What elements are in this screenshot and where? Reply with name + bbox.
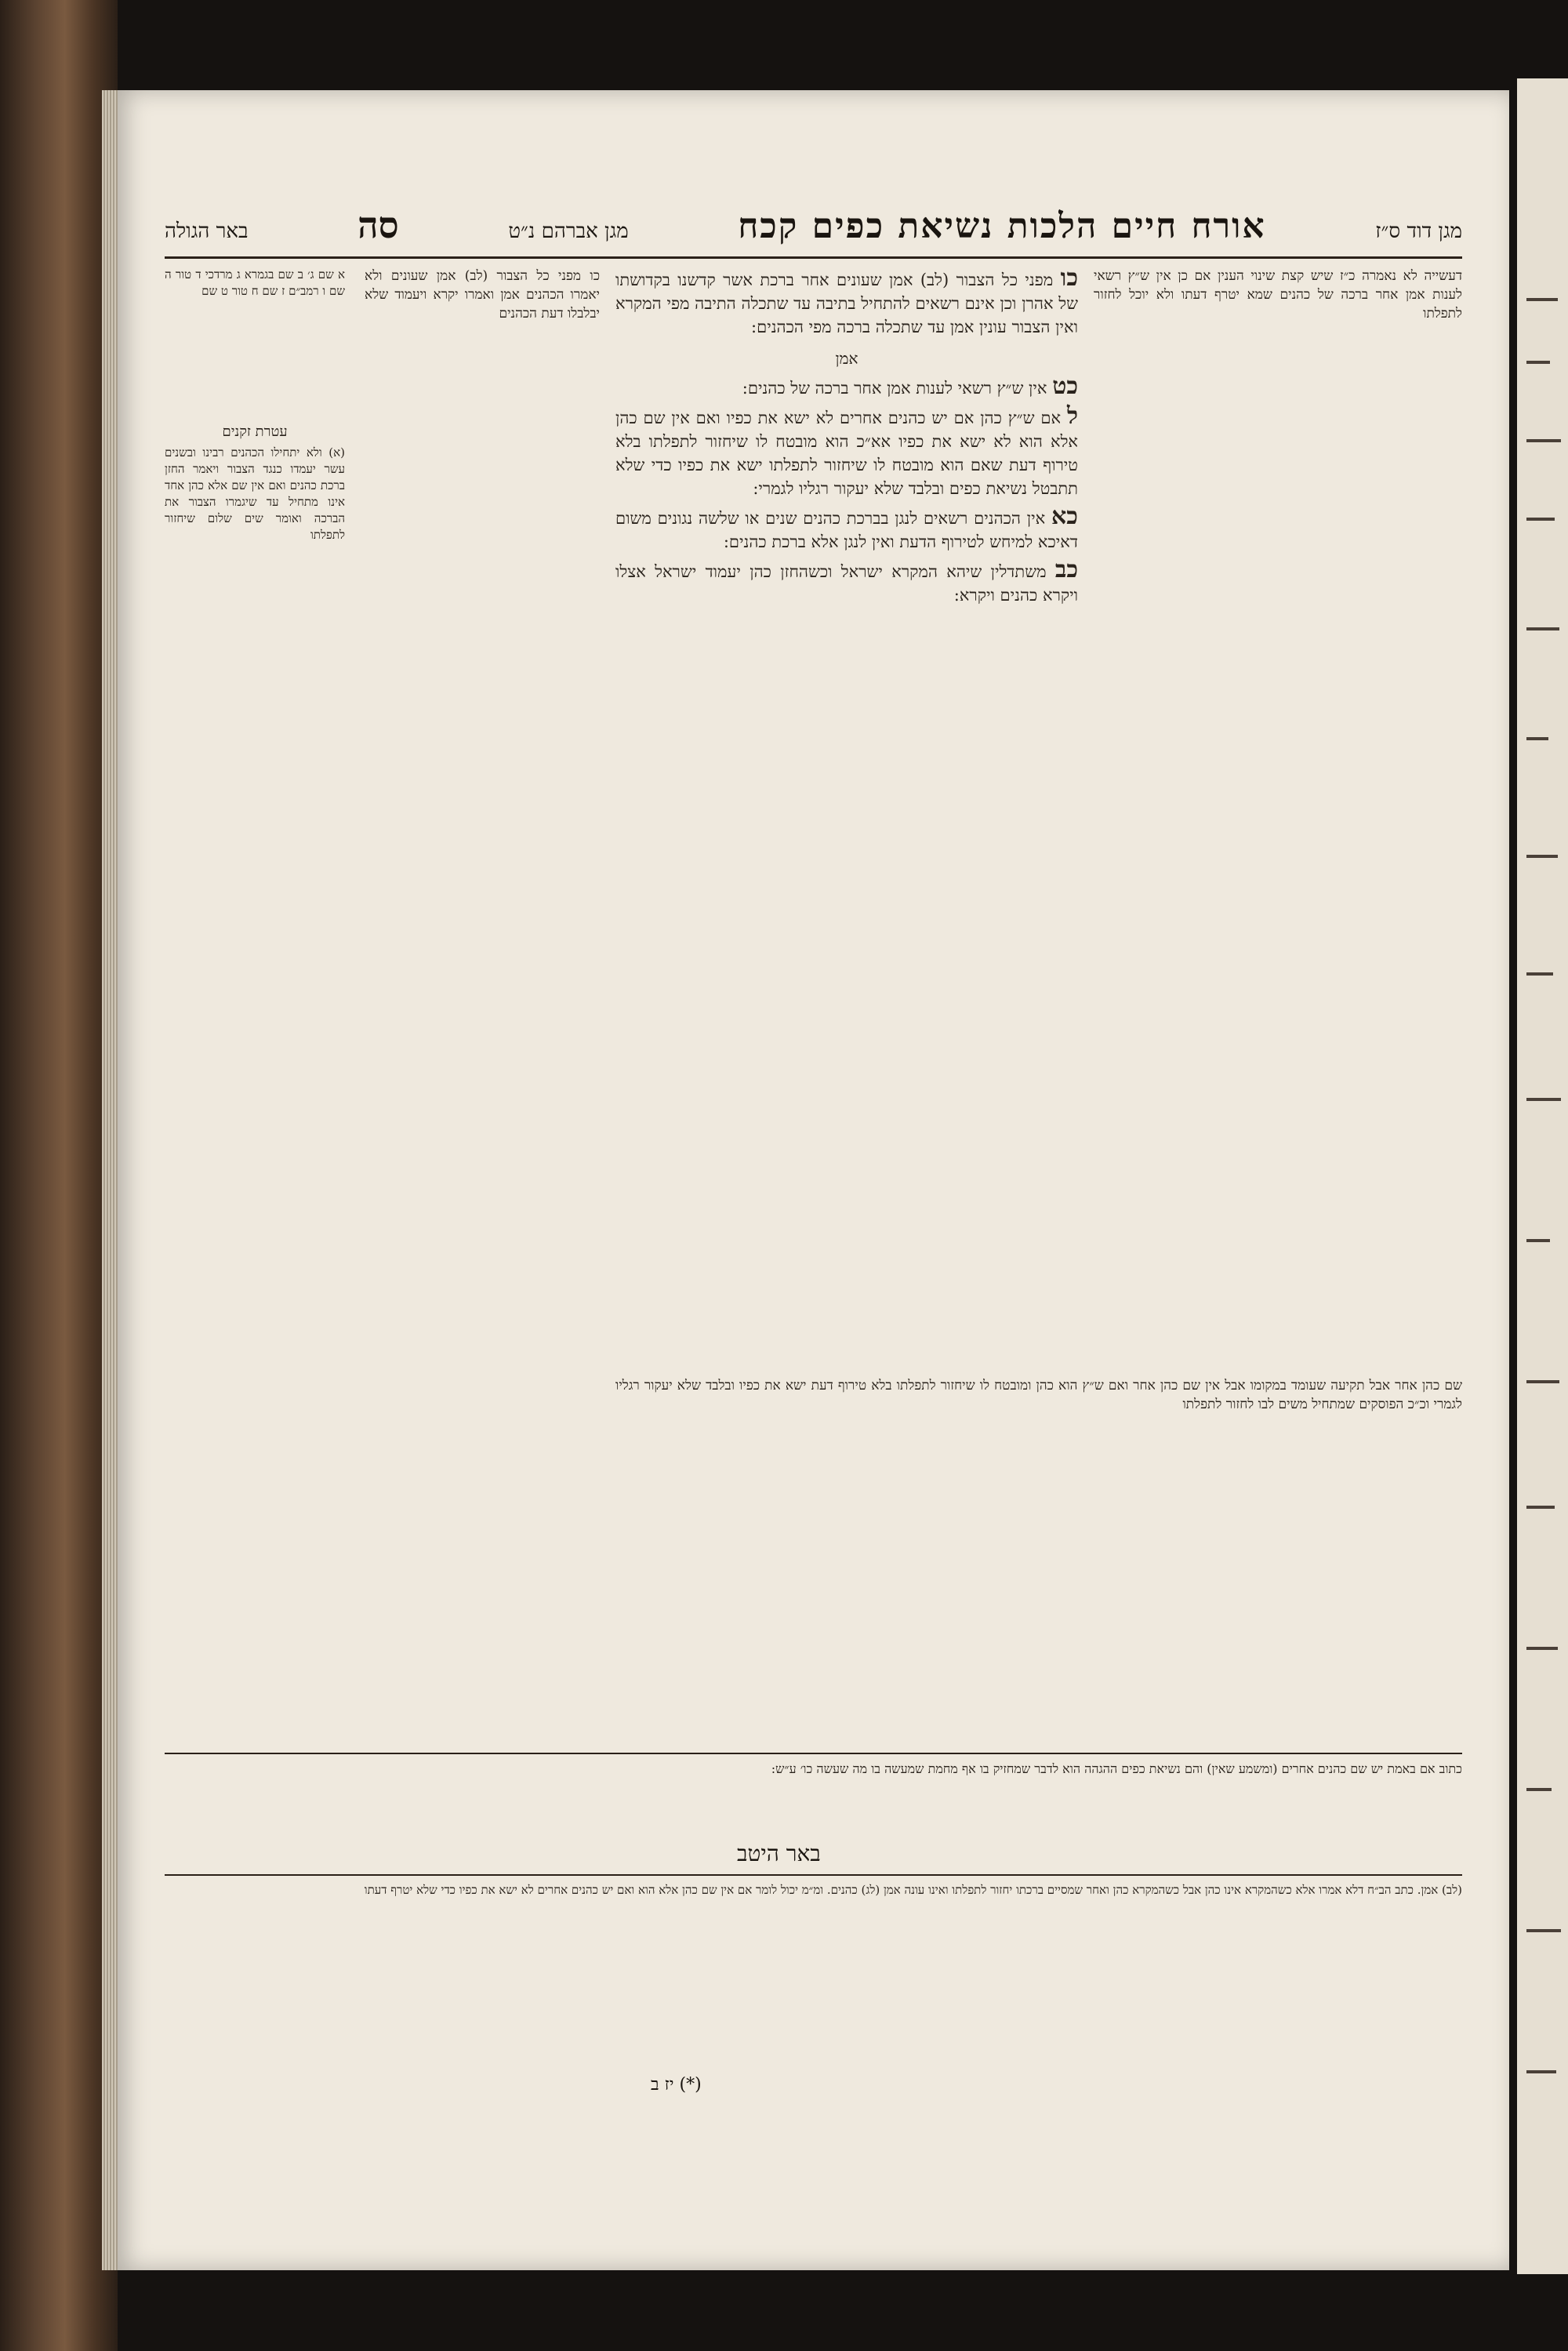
magen-avraham-text: כו מפני כל הצבור (לב) אמן שעונים ולא יאמרו הכהנים אמן ואמרו יקרא ויעמוד שלא יבלבלו דעת הכהנים [365,268,600,322]
running-head-title: אורח חיים הלכות נשיאת כפים קכח [738,206,1266,246]
running-head-left-label: באר הגולה [165,220,249,243]
seif-2 [615,372,1078,400]
running-head-middle-label: מגן אברהם נ״ט [508,220,629,243]
ateret-zekenim-title: עטרת זקנים [222,423,288,440]
running-head [165,204,1462,251]
lower-commentary [615,1376,1462,1745]
seif-5-head: כב [1054,556,1078,583]
ateret-zekenim-text: (א) ולא יתחילו הכהנים רבינו ובשנים עשר יעמדו כנגד הצבור ויאמר החזן ברכת כהנים ואם אין שם אלא כהן אחד אינו מתחיל עד שיגמרו הצבור את הברכה ואומר שים שלום שיחזור לתפלתו [165,445,345,542]
baer-heitev-text: (לב) אמן. כתב הב״ח דלא אמרו אלא כשהמקרא אינו כהן אבל כשהמקרא כהן ואחר שמסיים ברכתו יחזור לתפלתו ואינו עונה אמן (לג) כהנים. ומ״מ יכול לומר אם אין שם כהן אלא הוא ואם יש כהנים אחרים לא ישא את כפיו כדי שלא יטרף דעתו [364,1883,1462,1897]
seif-5-text: משתדלין שיהא המקרא ישראל וכשהחזן כהן יעמוד ישראל אצלו ויקרא כהנים ויקרא: [615,562,1078,605]
footnote-bar [165,1761,1462,1835]
seif-3-text: אם ש״ץ כהן אם יש כהנים אחרים לא ישא את כפיו ואם אין שם כהן אלא הוא לא ישא את כפיו אא״כ הוא מובטח לו שיחזור לתפלתו בלא טירוף דעת שאם הוא מובטח לו שיחזור לתפלתו ישא את כפיו כדי שלא תתבטל נשיאת כפים ובלבד שלא יעקור רגליו לגמרי: [615,409,1078,498]
baer-heitev-title: באר היטב [737,1840,821,1866]
seif-3-head: ל [1066,402,1078,430]
signature-mark: (*) יז ב [651,2075,702,2095]
folio-number: סה [358,204,399,246]
seif-1-head: כו [1060,267,1078,292]
beer-hagolah-column [165,267,345,408]
book-page [118,90,1509,2270]
baer-heitev-text-block [165,1882,1462,2066]
header-rule [165,256,1462,259]
seif-1 [615,267,1078,339]
magen-avraham-column [365,267,600,1521]
ateret-zekenim-column [165,416,345,1749]
seif-3 [615,402,1078,500]
seif-1-text: מפני כל הצבור (לב) אמן שעונים אחר ברכת אשר קדשנו בקדושתו של אהרן וכן אינם רשאים להתחיל בתיבה עד שתכלה התיבה מפי המקרא ואין הצבור עונין אמן עד שתכלה ברכה מפי הכהנים: [615,271,1078,336]
seif-2-text: אין ש״ץ רשאי לענות אמן אחר ברכה של כהנים: [742,379,1047,398]
book-binding [0,0,118,2351]
footnote-bar-text: כתוב אם באמת יש שם כהנים אחרים (ומשמע שאין) והם נשיאת כפים ההגהה הוא לדבר שמחזיק בו אף מחמת שמעשה בו מה שעשה כו׳ ע״ש: [771,1761,1462,1776]
footnote-rule [165,1753,1462,1754]
section-subheading: אמן [835,349,858,368]
seif-4 [615,505,1078,554]
seif-2-head: כט [1052,372,1078,400]
beer-hagolah-text: א שם ג׳ ב שם בגמרא ג מרדכי ד טור ה שם ו רמב״ם ז שם ח טור ט שם [165,267,345,298]
seif-4-head: כא [1051,503,1078,530]
lower-commentary-text: שם כהן אחר אבל תקיעה שעומד במקומו אבל אין שם כהן אחר ואם ש״ץ הוא כהן ומובטח לו שיחזור לתפלתו בלא טירוף דעת ישא את כפיו ובלבד שלא יעקור רגליו לגמרי וכ״כ הפוסקים שמתחיל משים לבו לחזור לתפלתו [615,1378,1462,1412]
page-edges [102,90,119,2270]
seif-5 [615,558,1078,607]
seif-4-text: אין הכהנים רשאים לנגן בברכת כהנים שנים או שלשה נגונים משום דאיכא למיחש לטירוף הדעת ואין לנגן אלא ברכת כהנים: [615,509,1078,551]
inner-commentary-text: דעשייה לא נאמרה כ״ז שיש קצת שינוי הענין אם כן אין ש״ץ רשאי לענות אמן אחר ברכה של כהנים שמא יטרף דעתו ולא יוכל לחזור לתפלתו [1094,268,1462,322]
main-text-column [615,267,1078,816]
running-head-right-label: מגן דוד ס״ז [1375,220,1462,243]
adjacent-page-edge [1517,78,1568,2274]
inner-commentary-column [1094,267,1462,1380]
baer-heitev-rule [165,1874,1462,1876]
